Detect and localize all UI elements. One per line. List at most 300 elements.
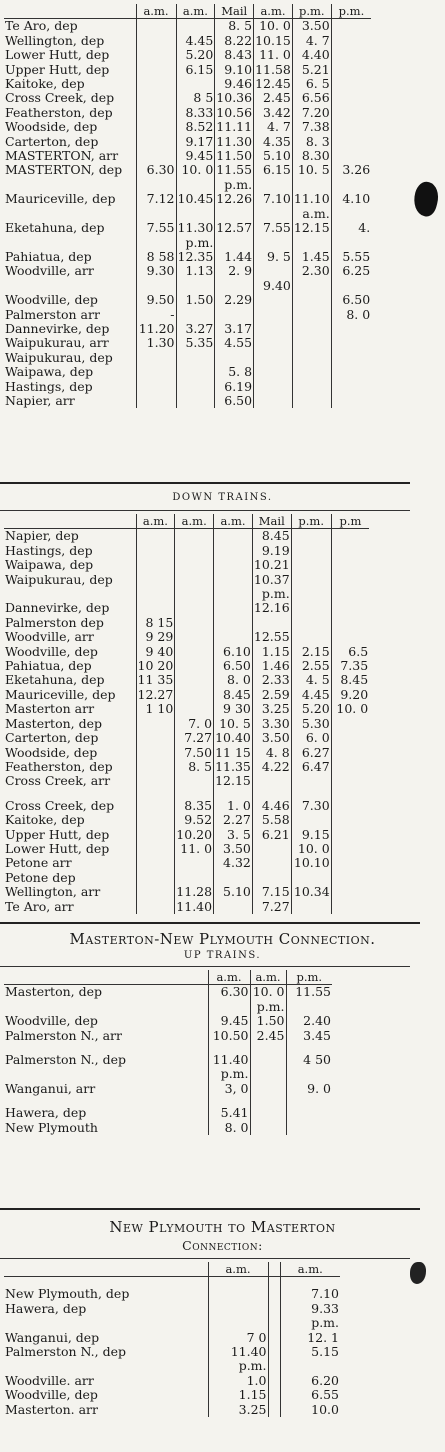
time-cell: 11.35 bbox=[215, 759, 251, 774]
time-cell bbox=[268, 1403, 280, 1417]
time-cell bbox=[331, 544, 369, 558]
time-cell: 3.30 bbox=[252, 717, 291, 731]
down-trains-title: DOWN TRAINS. bbox=[172, 492, 273, 503]
table-row bbox=[4, 1359, 340, 1373]
table-row bbox=[4, 702, 369, 716]
time-cell: 6.10 bbox=[214, 645, 253, 659]
station-name: Woodville, arr bbox=[5, 630, 94, 645]
station-name: Lower Hutt, dep bbox=[5, 48, 110, 63]
time-cell bbox=[136, 558, 175, 572]
station-name bbox=[4, 1000, 208, 1014]
station-name: New Plymouth, dep bbox=[5, 1287, 130, 1302]
station-name: Cross Creek, dep bbox=[5, 91, 115, 106]
table-row bbox=[4, 587, 369, 601]
time-cell bbox=[136, 149, 176, 163]
time-cell bbox=[215, 236, 254, 250]
time-cell: 7.55 bbox=[136, 221, 176, 235]
time-cell bbox=[331, 236, 371, 250]
station-name: Wanganui, arr bbox=[5, 1081, 96, 1096]
time-cell: 1.15 bbox=[252, 645, 291, 659]
time-cell bbox=[292, 394, 331, 408]
time-cell bbox=[331, 601, 369, 615]
time-cell bbox=[208, 1096, 250, 1106]
table-row bbox=[4, 1053, 332, 1067]
time-cell: 6.25 bbox=[331, 264, 371, 278]
station-name: Wellington, arr bbox=[5, 885, 101, 900]
time-cell bbox=[254, 308, 293, 322]
time-cell: 10. 0 bbox=[250, 985, 286, 1000]
time-cell bbox=[331, 207, 371, 221]
time-cell bbox=[176, 178, 215, 192]
time-cell: 10.56 bbox=[216, 105, 253, 120]
time-cell bbox=[291, 529, 331, 544]
time-cell bbox=[331, 717, 369, 731]
time-cell bbox=[136, 178, 176, 192]
time-cell: 9.30 bbox=[136, 264, 176, 278]
time-cell: 9. 0 bbox=[286, 1082, 332, 1096]
station-name: Lower Hutt, dep bbox=[5, 841, 110, 856]
table-row bbox=[4, 34, 371, 48]
time-cell bbox=[136, 813, 175, 827]
time-cell: 3.25 bbox=[208, 1403, 268, 1417]
time-cell: 5.55 bbox=[331, 250, 371, 264]
time-cell: 2.45 bbox=[250, 1029, 286, 1043]
time-cell: 9.33 bbox=[280, 1302, 340, 1316]
time-cell: 9 40 bbox=[136, 645, 175, 659]
table-row bbox=[4, 842, 369, 856]
time-cell bbox=[214, 544, 253, 558]
time-cell: 4.32 bbox=[214, 856, 253, 870]
time-cell: 7.10 bbox=[280, 1287, 340, 1301]
time-cell: 9.20 bbox=[331, 688, 369, 702]
down-trains-section bbox=[0, 514, 445, 914]
station-name: Palmerston dep bbox=[5, 615, 104, 630]
time-cell bbox=[136, 236, 176, 250]
table-row bbox=[4, 558, 369, 572]
time-cell bbox=[331, 106, 371, 120]
time-cell bbox=[175, 573, 214, 587]
time-cell bbox=[252, 616, 291, 630]
time-cell bbox=[252, 789, 291, 799]
header-row bbox=[4, 970, 332, 985]
time-cell bbox=[136, 77, 176, 91]
time-cell: a.m. bbox=[292, 207, 331, 221]
time-cell bbox=[176, 394, 215, 408]
time-cell: 8. 0 bbox=[331, 308, 371, 322]
time-cell bbox=[268, 1277, 280, 1288]
time-cell: 7.55 bbox=[254, 221, 293, 235]
header-row bbox=[4, 4, 371, 19]
time-cell bbox=[331, 828, 369, 842]
table-row bbox=[4, 799, 369, 813]
time-cell bbox=[291, 813, 331, 827]
time-cell: 9.17 bbox=[176, 135, 215, 149]
time-cell bbox=[252, 774, 291, 788]
time-cell bbox=[136, 120, 176, 134]
time-cell bbox=[176, 19, 215, 34]
time-cell: 8. 5 bbox=[175, 760, 214, 774]
station-name: Te Aro, dep bbox=[5, 18, 78, 34]
connection2-section bbox=[0, 1262, 445, 1417]
time-cell: 9.15 bbox=[291, 828, 331, 842]
time-cell bbox=[331, 322, 371, 336]
column-header: a.m. bbox=[176, 4, 215, 19]
time-cell: 1.0 bbox=[208, 1374, 268, 1388]
time-cell: 12.57 bbox=[216, 221, 253, 236]
station-name bbox=[4, 279, 136, 293]
station-name bbox=[4, 1316, 208, 1330]
station-name: Woodville, dep bbox=[5, 1388, 98, 1403]
time-cell bbox=[268, 1302, 280, 1316]
station-name: Dannevirke, dep bbox=[5, 321, 110, 336]
time-cell: 10.21 bbox=[253, 558, 290, 573]
station-name: Petone dep bbox=[5, 870, 76, 885]
table-row bbox=[4, 544, 369, 558]
table-row bbox=[4, 1082, 332, 1096]
time-cell bbox=[268, 1374, 280, 1388]
station-name: Pahiatua, dep bbox=[5, 659, 92, 674]
table-row bbox=[4, 900, 369, 914]
time-cell: 7. 0 bbox=[175, 717, 214, 731]
time-cell: 5.15 bbox=[280, 1345, 340, 1359]
time-cell bbox=[208, 1302, 268, 1316]
time-cell: 2.15 bbox=[291, 645, 331, 659]
station-name: Hastings, dep bbox=[5, 543, 93, 558]
time-cell: 10.0 bbox=[280, 1403, 340, 1417]
table-row bbox=[4, 1302, 340, 1316]
time-cell bbox=[136, 774, 175, 788]
table-row bbox=[4, 1316, 340, 1330]
time-cell bbox=[250, 1043, 286, 1053]
time-cell: 12.15 bbox=[293, 221, 330, 236]
station-name: Cross Creek, dep bbox=[5, 798, 115, 813]
time-cell bbox=[291, 871, 331, 885]
time-cell: 6.50 bbox=[215, 394, 254, 408]
time-cell bbox=[331, 573, 369, 587]
table-row bbox=[4, 149, 371, 163]
station-name bbox=[4, 1043, 208, 1053]
time-cell: 4.40 bbox=[292, 48, 331, 62]
time-cell: 4. bbox=[331, 221, 371, 235]
station-name: Petone arr bbox=[5, 856, 72, 871]
table-row bbox=[4, 1388, 340, 1402]
station-name: Eketahuna, dep bbox=[5, 673, 105, 688]
time-cell bbox=[176, 351, 215, 365]
station-name bbox=[4, 1359, 208, 1373]
station-name: MASTERTON, dep bbox=[5, 163, 123, 178]
time-cell bbox=[250, 1067, 286, 1081]
station-name bbox=[4, 1096, 208, 1106]
time-cell bbox=[136, 885, 175, 899]
up-trains-section bbox=[0, 4, 445, 408]
station-name: Palmerston arr bbox=[5, 307, 100, 322]
time-cell: 4.46 bbox=[252, 799, 291, 813]
time-cell bbox=[136, 34, 176, 48]
time-cell: 6.27 bbox=[291, 746, 331, 760]
table-row bbox=[4, 601, 369, 615]
time-cell bbox=[250, 1106, 286, 1120]
time-cell bbox=[175, 856, 214, 870]
column-header: p.m. bbox=[291, 514, 331, 529]
station-name: Masterton. arr bbox=[5, 1402, 99, 1417]
time-cell: 1.30 bbox=[136, 336, 176, 350]
time-cell bbox=[136, 573, 175, 587]
time-cell: 1.50 bbox=[250, 1014, 286, 1028]
time-cell: 8.43 bbox=[215, 48, 254, 62]
time-cell: 8. 0 bbox=[208, 1121, 250, 1135]
table-row bbox=[4, 351, 371, 365]
time-cell bbox=[331, 63, 371, 77]
time-cell bbox=[136, 135, 176, 149]
time-cell bbox=[175, 601, 214, 615]
time-cell: 11.20 bbox=[136, 322, 176, 336]
time-cell: 11. 0 bbox=[175, 842, 214, 856]
station-header bbox=[4, 4, 136, 19]
time-cell: 12.16 bbox=[253, 601, 290, 616]
header-row bbox=[4, 1262, 340, 1277]
time-cell: 2.55 bbox=[291, 659, 331, 673]
time-cell: 11.40 bbox=[208, 1053, 250, 1067]
time-cell: 12.26 bbox=[216, 192, 253, 207]
table-row bbox=[4, 885, 369, 899]
station-name: Dannevirke, dep bbox=[5, 601, 110, 616]
time-cell bbox=[331, 351, 371, 365]
time-cell bbox=[214, 871, 253, 885]
table-row bbox=[4, 1277, 340, 1288]
section-rule bbox=[0, 1258, 410, 1259]
time-cell bbox=[331, 799, 369, 813]
time-cell: 8 15 bbox=[136, 616, 175, 630]
connection1-section bbox=[0, 970, 445, 1135]
time-cell bbox=[254, 322, 293, 336]
time-cell: 8.33 bbox=[176, 106, 215, 120]
table-row bbox=[4, 760, 369, 774]
table-row bbox=[4, 293, 371, 307]
station-name: Waipukurau, dep bbox=[5, 350, 113, 365]
column-header: p.m. bbox=[286, 970, 332, 985]
time-cell bbox=[214, 558, 253, 572]
time-cell: 7.30 bbox=[291, 799, 331, 813]
time-cell bbox=[331, 813, 369, 827]
time-cell bbox=[175, 774, 214, 788]
connection1-table bbox=[4, 970, 332, 1135]
time-cell bbox=[331, 279, 371, 293]
table-row bbox=[4, 192, 371, 206]
table-row bbox=[4, 1000, 332, 1014]
time-cell bbox=[176, 365, 215, 379]
section-rule bbox=[0, 966, 410, 967]
time-cell bbox=[331, 34, 371, 48]
time-cell: 5. 8 bbox=[215, 365, 254, 379]
station-name: Mauriceville, dep bbox=[5, 687, 116, 702]
time-cell: 2.40 bbox=[286, 1014, 332, 1028]
time-cell bbox=[175, 544, 214, 558]
time-cell bbox=[331, 529, 369, 544]
column-header: Mail bbox=[215, 4, 254, 19]
station-name: Palmerston N., arr bbox=[5, 1028, 122, 1043]
time-cell: 11.55 bbox=[216, 163, 253, 178]
time-cell bbox=[214, 630, 253, 644]
time-cell: 6.20 bbox=[280, 1374, 340, 1388]
station-name bbox=[4, 789, 136, 799]
time-cell bbox=[286, 1096, 332, 1106]
column-header: a.m. bbox=[175, 514, 214, 529]
time-cell bbox=[331, 135, 371, 149]
time-cell bbox=[215, 207, 254, 221]
time-cell: 6.21 bbox=[252, 828, 291, 842]
time-cell bbox=[250, 1121, 286, 1135]
time-cell: 8.22 bbox=[215, 34, 254, 48]
time-cell bbox=[331, 885, 369, 899]
time-cell bbox=[175, 630, 214, 644]
time-cell: 2.27 bbox=[214, 813, 253, 827]
time-cell: 5.20 bbox=[291, 702, 331, 716]
station-name: Eketahuna, dep bbox=[5, 221, 105, 236]
column-header bbox=[268, 1262, 280, 1277]
time-cell bbox=[250, 1096, 286, 1106]
time-cell: 11.28 bbox=[176, 885, 213, 900]
table-row bbox=[4, 813, 369, 827]
time-cell: 8. 5 bbox=[215, 19, 254, 34]
time-cell: 11 15 bbox=[215, 745, 251, 760]
station-name: Hawera, dep bbox=[5, 1106, 87, 1121]
station-header bbox=[4, 1262, 208, 1277]
time-cell: 10.40 bbox=[215, 731, 251, 746]
column-header: a.m. bbox=[254, 4, 293, 19]
time-cell bbox=[136, 587, 175, 601]
time-cell bbox=[331, 558, 369, 572]
time-cell bbox=[176, 77, 215, 91]
time-cell bbox=[136, 394, 176, 408]
time-cell bbox=[215, 351, 254, 365]
time-cell: 7.50 bbox=[175, 746, 214, 760]
time-cell bbox=[136, 731, 175, 745]
time-cell: 4.55 bbox=[215, 336, 254, 350]
time-cell bbox=[136, 529, 175, 544]
time-cell bbox=[175, 529, 214, 544]
time-cell bbox=[175, 673, 214, 687]
time-cell bbox=[250, 1082, 286, 1096]
time-cell: 4.22 bbox=[252, 760, 291, 774]
station-name bbox=[4, 1067, 208, 1081]
time-cell: 8.30 bbox=[292, 149, 331, 163]
time-cell bbox=[331, 731, 369, 745]
table-row bbox=[4, 659, 369, 673]
time-cell bbox=[291, 558, 331, 572]
time-cell bbox=[214, 789, 253, 799]
time-cell bbox=[136, 717, 175, 731]
time-cell: 5.10 bbox=[254, 149, 293, 163]
time-cell bbox=[254, 351, 293, 365]
station-name: Upper Hutt, dep bbox=[5, 62, 110, 77]
station-header bbox=[4, 514, 136, 529]
time-cell bbox=[176, 279, 215, 293]
time-cell bbox=[136, 63, 176, 77]
table-row bbox=[4, 1121, 332, 1135]
station-name: Waipukurau, dep bbox=[5, 572, 113, 587]
time-cell bbox=[254, 178, 293, 192]
time-cell: 8.45 bbox=[214, 688, 253, 702]
time-cell: 5.21 bbox=[292, 63, 331, 77]
station-name: Napier, dep bbox=[5, 528, 79, 544]
time-cell bbox=[292, 336, 331, 350]
station-name bbox=[4, 236, 136, 250]
time-cell: p.m. bbox=[215, 178, 254, 192]
time-cell bbox=[254, 293, 293, 307]
time-cell bbox=[214, 900, 253, 914]
table-row bbox=[4, 394, 371, 408]
time-cell bbox=[286, 1000, 332, 1014]
time-cell bbox=[331, 746, 369, 760]
table-row bbox=[4, 630, 369, 644]
time-cell: 8.45 bbox=[252, 529, 291, 544]
time-cell bbox=[291, 630, 331, 644]
time-cell: 6.47 bbox=[291, 760, 331, 774]
column-header: p.m bbox=[331, 514, 369, 529]
time-cell bbox=[176, 207, 215, 221]
column-header: a.m. bbox=[208, 970, 250, 985]
time-cell: 1.15 bbox=[208, 1388, 268, 1402]
time-cell: p.m. bbox=[208, 1067, 250, 1081]
time-cell bbox=[331, 77, 371, 91]
time-cell: 4.35 bbox=[254, 135, 293, 149]
time-cell: 11.40 bbox=[208, 1345, 268, 1359]
connection-subtitle: Connection: bbox=[182, 1238, 263, 1253]
time-cell bbox=[292, 178, 331, 192]
time-cell: 6.50 bbox=[331, 293, 371, 307]
table-row bbox=[4, 529, 369, 544]
time-cell bbox=[252, 871, 291, 885]
time-cell bbox=[291, 601, 331, 615]
time-cell bbox=[175, 688, 214, 702]
time-cell bbox=[136, 760, 175, 774]
time-cell bbox=[254, 207, 293, 221]
table-row bbox=[4, 1374, 340, 1388]
station-header bbox=[4, 970, 208, 985]
time-cell bbox=[208, 1000, 250, 1014]
station-name: Cross Creek, arr bbox=[5, 774, 111, 789]
time-cell bbox=[208, 1287, 268, 1301]
time-cell bbox=[292, 279, 331, 293]
time-cell: 4.45 bbox=[176, 34, 215, 48]
time-cell: 10.20 bbox=[176, 827, 213, 842]
time-cell bbox=[175, 587, 214, 601]
table-row bbox=[4, 91, 371, 105]
time-cell: 6.15 bbox=[254, 163, 293, 177]
time-cell bbox=[136, 789, 175, 799]
table-row bbox=[4, 365, 371, 379]
station-name: Woodville. arr bbox=[5, 1373, 94, 1388]
time-cell bbox=[214, 587, 253, 601]
time-cell: 10.34 bbox=[291, 885, 331, 899]
time-cell: 3.26 bbox=[331, 163, 371, 177]
table-row bbox=[4, 774, 369, 788]
time-cell: 2.33 bbox=[252, 673, 291, 687]
time-cell: 9 29 bbox=[136, 630, 175, 644]
station-name bbox=[4, 1277, 208, 1288]
time-cell bbox=[175, 659, 214, 673]
up-trains-table bbox=[4, 4, 371, 408]
time-cell: 8 58 bbox=[136, 250, 176, 264]
time-cell: 9.19 bbox=[252, 544, 291, 558]
time-cell bbox=[136, 799, 175, 813]
time-cell bbox=[175, 558, 214, 572]
time-cell bbox=[292, 322, 331, 336]
station-name: Carterton, dep bbox=[5, 731, 99, 746]
table-row bbox=[4, 746, 369, 760]
time-cell bbox=[208, 1277, 268, 1288]
time-cell bbox=[136, 91, 176, 105]
